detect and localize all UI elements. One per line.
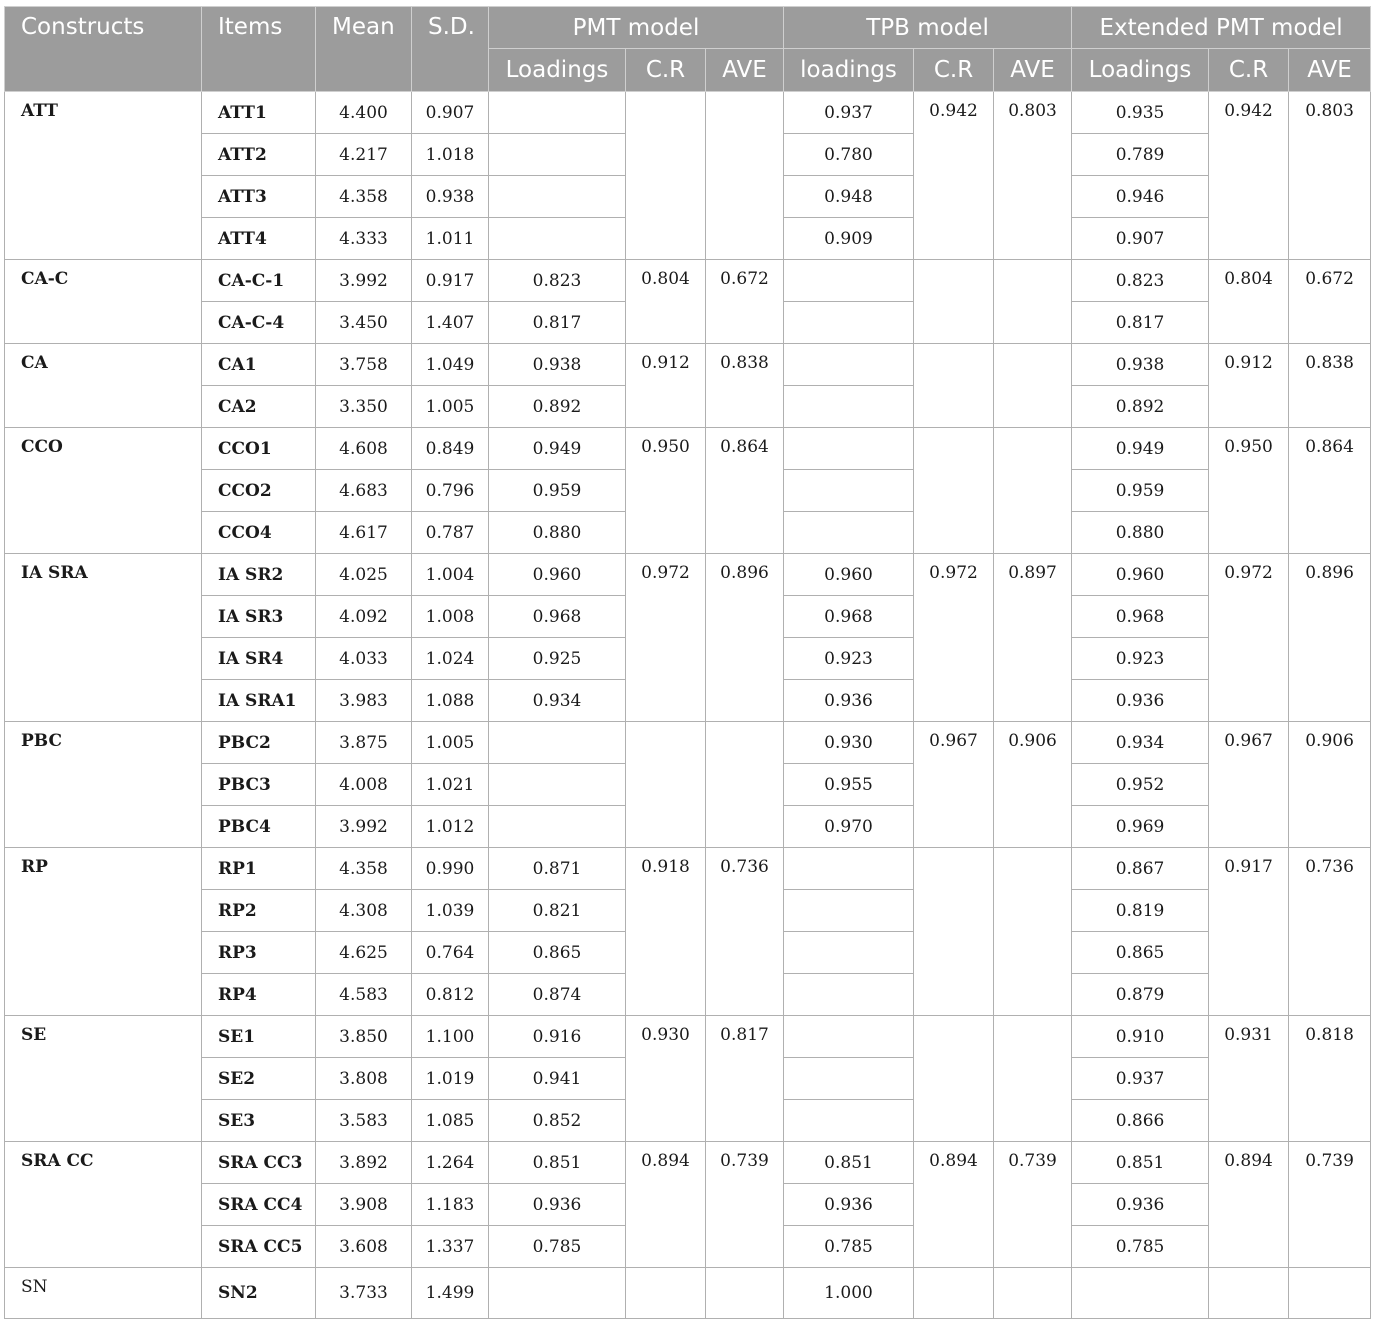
pmt-cr-cell: 0.950 [626, 428, 706, 554]
header-ext-loadings: Loadings [1072, 49, 1209, 92]
ext-ave-cell: 0.906 [1289, 722, 1371, 848]
mean-cell: 3.350 [316, 386, 412, 428]
tpb-cr-cell [914, 848, 994, 1016]
ext-loading-cell: 0.879 [1072, 974, 1209, 1016]
item-cell: SN2 [202, 1268, 316, 1319]
pmt-loading-cell: 0.874 [489, 974, 626, 1016]
ext-cr-cell: 0.967 [1209, 722, 1289, 848]
tpb-loading-cell: 0.923 [784, 638, 914, 680]
ext-loading-cell: 0.817 [1072, 302, 1209, 344]
mean-cell: 4.583 [316, 974, 412, 1016]
mean-cell: 3.992 [316, 806, 412, 848]
ext-cr-cell: 0.931 [1209, 1016, 1289, 1142]
tpb-loading-cell: 0.968 [784, 596, 914, 638]
ext-ave-cell: 0.818 [1289, 1016, 1371, 1142]
pmt-cr-cell: 0.930 [626, 1016, 706, 1142]
mean-cell: 4.033 [316, 638, 412, 680]
ext-cr-cell [1209, 1268, 1289, 1319]
table-row [5, 344, 1371, 386]
ext-cr-cell: 0.942 [1209, 92, 1289, 260]
mean-cell: 4.358 [316, 176, 412, 218]
tpb-loading-cell [784, 890, 914, 932]
tpb-ave-cell: 0.739 [994, 1142, 1072, 1268]
tpb-loading-cell [784, 1058, 914, 1100]
construct-cell: PBC [5, 722, 202, 848]
tpb-loading-cell: 0.955 [784, 764, 914, 806]
mean-cell: 3.758 [316, 344, 412, 386]
ext-cr-cell: 0.894 [1209, 1142, 1289, 1268]
tpb-cr-cell: 0.972 [914, 554, 994, 722]
pmt-ave-cell [706, 722, 784, 848]
ext-loading-cell: 0.892 [1072, 386, 1209, 428]
sd-cell: 0.812 [412, 974, 489, 1016]
pmt-cr-cell: 0.912 [626, 344, 706, 428]
pmt-loading-cell: 0.821 [489, 890, 626, 932]
tpb-cr-cell [914, 1268, 994, 1319]
table-row [5, 1142, 1371, 1184]
header-tpb-cr: C.R [914, 49, 994, 92]
sd-cell: 1.012 [412, 806, 489, 848]
tpb-loading-cell: 0.948 [784, 176, 914, 218]
sd-cell: 1.039 [412, 890, 489, 932]
tpb-ave-cell: 0.803 [994, 92, 1072, 260]
header-pmt-loadings: Loadings [489, 49, 626, 92]
tpb-loading-cell [784, 974, 914, 1016]
item-cell: CCO4 [202, 512, 316, 554]
pmt-loading-cell: 0.851 [489, 1142, 626, 1184]
ext-loading-cell: 0.851 [1072, 1142, 1209, 1184]
tpb-cr-cell [914, 344, 994, 428]
pmt-cr-cell: 0.804 [626, 260, 706, 344]
construct-cell: SN [5, 1268, 202, 1319]
header-mean: Mean [316, 7, 412, 92]
ext-loading-cell: 0.936 [1072, 680, 1209, 722]
ext-ave-cell: 0.736 [1289, 848, 1371, 1016]
sd-cell: 1.407 [412, 302, 489, 344]
ext-ave-cell: 0.672 [1289, 260, 1371, 344]
mean-cell: 4.617 [316, 512, 412, 554]
mean-cell: 3.983 [316, 680, 412, 722]
construct-cell: CCO [5, 428, 202, 554]
ext-loading-cell: 0.935 [1072, 92, 1209, 134]
tpb-cr-cell [914, 1016, 994, 1142]
mean-cell: 3.875 [316, 722, 412, 764]
mean-cell: 4.625 [316, 932, 412, 974]
item-cell: ATT4 [202, 218, 316, 260]
table-row [5, 428, 1371, 470]
mean-cell: 3.583 [316, 1100, 412, 1142]
pmt-loading-cell: 0.934 [489, 680, 626, 722]
pmt-cr-cell [626, 1268, 706, 1319]
table-row [5, 554, 1371, 596]
sd-cell: 0.938 [412, 176, 489, 218]
construct-cell: IA SRA [5, 554, 202, 722]
item-cell: CA1 [202, 344, 316, 386]
pmt-ave-cell: 0.739 [706, 1142, 784, 1268]
sd-cell: 1.024 [412, 638, 489, 680]
item-cell: CCO2 [202, 470, 316, 512]
pmt-loading-cell: 0.925 [489, 638, 626, 680]
header-sd: S.D. [412, 7, 489, 92]
header-tpb-loadings: loadings [784, 49, 914, 92]
tpb-ave-cell [994, 260, 1072, 344]
ext-loading-cell: 0.936 [1072, 1184, 1209, 1226]
pmt-loading-cell: 0.865 [489, 932, 626, 974]
ext-loading-cell: 0.937 [1072, 1058, 1209, 1100]
sd-cell: 0.907 [412, 92, 489, 134]
mean-cell: 3.850 [316, 1016, 412, 1058]
item-cell: PBC2 [202, 722, 316, 764]
tpb-cr-cell: 0.894 [914, 1142, 994, 1268]
tpb-loading-cell [784, 344, 914, 386]
ext-ave-cell [1289, 1268, 1371, 1319]
item-cell: RP4 [202, 974, 316, 1016]
pmt-ave-cell [706, 1268, 784, 1319]
construct-cell: CA-C [5, 260, 202, 344]
item-cell: IA SR4 [202, 638, 316, 680]
pmt-loading-cell [489, 92, 626, 134]
header-ext-ave: AVE [1289, 49, 1371, 92]
mean-cell: 4.400 [316, 92, 412, 134]
pmt-loading-cell: 0.938 [489, 344, 626, 386]
table-row [5, 1268, 1371, 1319]
sd-cell: 0.796 [412, 470, 489, 512]
sd-cell: 1.008 [412, 596, 489, 638]
pmt-cr-cell: 0.894 [626, 1142, 706, 1268]
ext-loading-cell: 0.785 [1072, 1226, 1209, 1268]
tpb-ave-cell [994, 344, 1072, 428]
pmt-ave-cell: 0.736 [706, 848, 784, 1016]
construct-cell: SE [5, 1016, 202, 1142]
pmt-ave-cell: 0.838 [706, 344, 784, 428]
tpb-loading-cell: 1.000 [784, 1268, 914, 1319]
item-cell: CA2 [202, 386, 316, 428]
mean-cell: 3.892 [316, 1142, 412, 1184]
tpb-cr-cell: 0.942 [914, 92, 994, 260]
item-cell: RP2 [202, 890, 316, 932]
mean-cell: 3.608 [316, 1226, 412, 1268]
sd-cell: 1.011 [412, 218, 489, 260]
ext-loading-cell: 0.968 [1072, 596, 1209, 638]
mean-cell: 4.608 [316, 428, 412, 470]
pmt-loading-cell [489, 134, 626, 176]
sd-cell: 1.005 [412, 386, 489, 428]
tpb-loading-cell: 0.780 [784, 134, 914, 176]
pmt-ave-cell: 0.864 [706, 428, 784, 554]
ext-loading-cell: 0.865 [1072, 932, 1209, 974]
tpb-loading-cell [784, 470, 914, 512]
item-cell: SE2 [202, 1058, 316, 1100]
mean-cell: 4.008 [316, 764, 412, 806]
pmt-loading-cell: 0.785 [489, 1226, 626, 1268]
item-cell: IA SR3 [202, 596, 316, 638]
header-constructs: Constructs [5, 7, 202, 92]
item-cell: IA SRA1 [202, 680, 316, 722]
ext-loading-cell: 0.867 [1072, 848, 1209, 890]
mean-cell: 3.992 [316, 260, 412, 302]
sd-cell: 1.499 [412, 1268, 489, 1319]
header-tpb-ave: AVE [994, 49, 1072, 92]
sd-cell: 0.990 [412, 848, 489, 890]
tpb-loading-cell [784, 386, 914, 428]
pmt-loading-cell: 0.959 [489, 470, 626, 512]
pmt-loading-cell [489, 176, 626, 218]
sd-cell: 0.917 [412, 260, 489, 302]
table-row [5, 92, 1371, 134]
mean-cell: 3.808 [316, 1058, 412, 1100]
table-row [5, 260, 1371, 302]
header-pmt-ave: AVE [706, 49, 784, 92]
ext-cr-cell: 0.804 [1209, 260, 1289, 344]
item-cell: ATT2 [202, 134, 316, 176]
item-cell: CCO1 [202, 428, 316, 470]
sd-cell: 1.100 [412, 1016, 489, 1058]
tpb-loading-cell [784, 260, 914, 302]
tpb-loading-cell [784, 512, 914, 554]
measurement-model-table [4, 6, 1371, 1319]
mean-cell: 4.683 [316, 470, 412, 512]
pmt-ave-cell: 0.817 [706, 1016, 784, 1142]
pmt-loading-cell [489, 722, 626, 764]
mean-cell: 3.450 [316, 302, 412, 344]
mean-cell: 3.908 [316, 1184, 412, 1226]
construct-cell: CA [5, 344, 202, 428]
item-cell: SE1 [202, 1016, 316, 1058]
tpb-loading-cell: 0.909 [784, 218, 914, 260]
pmt-loading-cell: 0.916 [489, 1016, 626, 1058]
ext-cr-cell: 0.917 [1209, 848, 1289, 1016]
pmt-loading-cell: 0.880 [489, 512, 626, 554]
pmt-loading-cell: 0.852 [489, 1100, 626, 1142]
sd-cell: 1.049 [412, 344, 489, 386]
ext-loading-cell: 0.923 [1072, 638, 1209, 680]
pmt-cr-cell: 0.918 [626, 848, 706, 1016]
ext-loading-cell: 0.823 [1072, 260, 1209, 302]
tpb-loading-cell: 0.970 [784, 806, 914, 848]
mean-cell: 4.217 [316, 134, 412, 176]
sd-cell: 0.849 [412, 428, 489, 470]
tpb-loading-cell: 0.930 [784, 722, 914, 764]
ext-ave-cell: 0.739 [1289, 1142, 1371, 1268]
pmt-ave-cell: 0.672 [706, 260, 784, 344]
table-row [5, 1016, 1371, 1058]
construct-cell: ATT [5, 92, 202, 260]
tpb-loading-cell [784, 428, 914, 470]
pmt-loading-cell [489, 1268, 626, 1319]
item-cell: RP3 [202, 932, 316, 974]
tpb-cr-cell: 0.967 [914, 722, 994, 848]
sd-cell: 0.787 [412, 512, 489, 554]
sd-cell: 1.021 [412, 764, 489, 806]
tpb-ave-cell [994, 848, 1072, 1016]
sd-cell: 1.019 [412, 1058, 489, 1100]
tpb-ave-cell [994, 1016, 1072, 1142]
construct-cell: RP [5, 848, 202, 1016]
pmt-loading-cell: 0.941 [489, 1058, 626, 1100]
item-cell: PBC4 [202, 806, 316, 848]
tpb-loading-cell: 0.936 [784, 1184, 914, 1226]
header-pmt-cr: C.R [626, 49, 706, 92]
tpb-ave-cell: 0.897 [994, 554, 1072, 722]
ext-loading-cell: 0.959 [1072, 470, 1209, 512]
ext-loading-cell [1072, 1268, 1209, 1319]
pmt-loading-cell [489, 764, 626, 806]
mean-cell: 4.333 [316, 218, 412, 260]
item-cell: SRA CC4 [202, 1184, 316, 1226]
ext-ave-cell: 0.838 [1289, 344, 1371, 428]
sd-cell: 1.018 [412, 134, 489, 176]
sd-cell: 1.004 [412, 554, 489, 596]
ext-cr-cell: 0.950 [1209, 428, 1289, 554]
ext-loading-cell: 0.866 [1072, 1100, 1209, 1142]
ext-loading-cell: 0.960 [1072, 554, 1209, 596]
tpb-loading-cell [784, 302, 914, 344]
pmt-cr-cell [626, 92, 706, 260]
item-cell: SRA CC3 [202, 1142, 316, 1184]
ext-ave-cell: 0.864 [1289, 428, 1371, 554]
pmt-loading-cell: 0.960 [489, 554, 626, 596]
pmt-ave-cell [706, 92, 784, 260]
pmt-loading-cell: 0.817 [489, 302, 626, 344]
tpb-loading-cell [784, 932, 914, 974]
header-extended-pmt-model: Extended PMT model [1072, 7, 1371, 49]
sd-cell: 1.005 [412, 722, 489, 764]
ext-loading-cell: 0.934 [1072, 722, 1209, 764]
tpb-cr-cell [914, 260, 994, 344]
ext-loading-cell: 0.907 [1072, 218, 1209, 260]
ext-loading-cell: 0.789 [1072, 134, 1209, 176]
pmt-cr-cell: 0.972 [626, 554, 706, 722]
construct-cell: SRA CC [5, 1142, 202, 1268]
pmt-ave-cell: 0.896 [706, 554, 784, 722]
pmt-cr-cell [626, 722, 706, 848]
item-cell: ATT3 [202, 176, 316, 218]
pmt-loading-cell: 0.936 [489, 1184, 626, 1226]
sd-cell: 1.337 [412, 1226, 489, 1268]
table-row [5, 722, 1371, 764]
item-cell: CA-C-4 [202, 302, 316, 344]
item-cell: RP1 [202, 848, 316, 890]
mean-cell: 4.025 [316, 554, 412, 596]
tpb-loading-cell [784, 1016, 914, 1058]
header-pmt-model: PMT model [489, 7, 784, 49]
sd-cell: 0.764 [412, 932, 489, 974]
tpb-loading-cell: 0.785 [784, 1226, 914, 1268]
mean-cell: 3.733 [316, 1268, 412, 1319]
table-row [5, 848, 1371, 890]
ext-ave-cell: 0.803 [1289, 92, 1371, 260]
item-cell: IA SR2 [202, 554, 316, 596]
mean-cell: 4.092 [316, 596, 412, 638]
item-cell: SE3 [202, 1100, 316, 1142]
tpb-cr-cell [914, 428, 994, 554]
ext-loading-cell: 0.949 [1072, 428, 1209, 470]
ext-loading-cell: 0.946 [1072, 176, 1209, 218]
item-cell: SRA CC5 [202, 1226, 316, 1268]
ext-loading-cell: 0.880 [1072, 512, 1209, 554]
ext-loading-cell: 0.910 [1072, 1016, 1209, 1058]
sd-cell: 1.085 [412, 1100, 489, 1142]
pmt-loading-cell: 0.871 [489, 848, 626, 890]
tpb-loading-cell: 0.937 [784, 92, 914, 134]
table-body [5, 92, 1371, 1319]
tpb-ave-cell [994, 428, 1072, 554]
item-cell: PBC3 [202, 764, 316, 806]
tpb-loading-cell: 0.851 [784, 1142, 914, 1184]
ext-loading-cell: 0.938 [1072, 344, 1209, 386]
tpb-loading-cell: 0.936 [784, 680, 914, 722]
ext-loading-cell: 0.969 [1072, 806, 1209, 848]
pmt-loading-cell: 0.892 [489, 386, 626, 428]
tpb-ave-cell [994, 1268, 1072, 1319]
header-ext-cr: C.R [1209, 49, 1289, 92]
item-cell: ATT1 [202, 92, 316, 134]
ext-ave-cell: 0.896 [1289, 554, 1371, 722]
table-header [5, 7, 1371, 92]
pmt-loading-cell [489, 806, 626, 848]
mean-cell: 4.308 [316, 890, 412, 932]
ext-cr-cell: 0.912 [1209, 344, 1289, 428]
pmt-loading-cell: 0.823 [489, 260, 626, 302]
header-tpb-model: TPB model [784, 7, 1072, 49]
tpb-loading-cell [784, 848, 914, 890]
tpb-loading-cell [784, 1100, 914, 1142]
mean-cell: 4.358 [316, 848, 412, 890]
sd-cell: 1.183 [412, 1184, 489, 1226]
sd-cell: 1.088 [412, 680, 489, 722]
sd-cell: 1.264 [412, 1142, 489, 1184]
pmt-loading-cell [489, 218, 626, 260]
pmt-loading-cell: 0.968 [489, 596, 626, 638]
ext-cr-cell: 0.972 [1209, 554, 1289, 722]
ext-loading-cell: 0.952 [1072, 764, 1209, 806]
tpb-loading-cell: 0.960 [784, 554, 914, 596]
tpb-ave-cell: 0.906 [994, 722, 1072, 848]
ext-loading-cell: 0.819 [1072, 890, 1209, 932]
pmt-loading-cell: 0.949 [489, 428, 626, 470]
item-cell: CA-C-1 [202, 260, 316, 302]
header-items: Items [202, 7, 316, 92]
